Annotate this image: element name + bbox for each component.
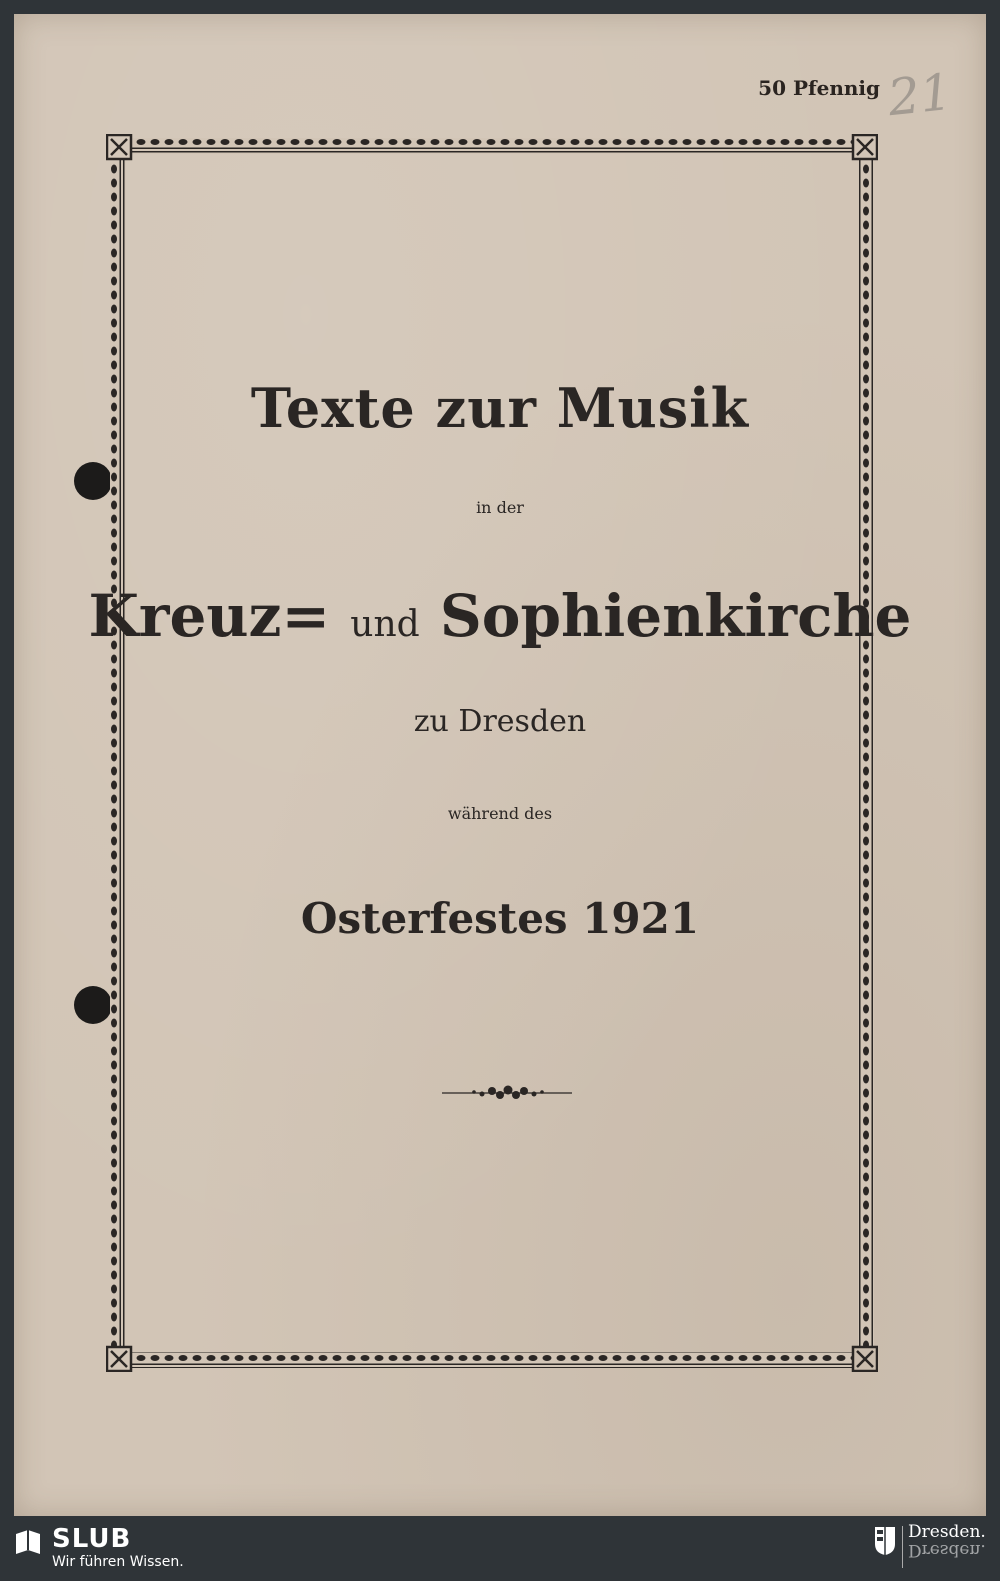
ornament-flourish	[442, 1082, 572, 1104]
title-osterfestes: Osterfestes 1921	[300, 894, 700, 943]
title-sophienkirche: Sophienkirche	[419, 582, 912, 650]
footer-divider	[902, 1526, 903, 1568]
slub-tagline: Wir führen Wissen.	[52, 1554, 184, 1570]
dresden-crest-icon	[874, 1526, 896, 1556]
handwritten-note: 21	[885, 62, 955, 128]
title-und: und	[350, 604, 420, 645]
slub-brand: SLUB	[52, 1524, 132, 1554]
title-texte-zur-musik: Texte zur Musik	[250, 376, 750, 440]
title-kreuz: Kreuz=	[88, 582, 351, 650]
title-in-der: in der	[476, 498, 524, 517]
decorative-border	[106, 134, 878, 1372]
document-page	[14, 14, 986, 1516]
price-label: 50 Pfennig	[758, 76, 880, 100]
slub-logo-icon	[14, 1528, 42, 1558]
footer-bar	[0, 1516, 1000, 1581]
title-zu-dresden: zu Dresden	[413, 704, 587, 739]
dresden-logo	[908, 1524, 986, 1558]
title-church-names	[14, 582, 986, 650]
dresden-text-mirror: Dresden.	[908, 1540, 986, 1560]
dresden-text: Dresden.	[908, 1522, 986, 1542]
title-waehrend-des: während des	[447, 804, 553, 823]
